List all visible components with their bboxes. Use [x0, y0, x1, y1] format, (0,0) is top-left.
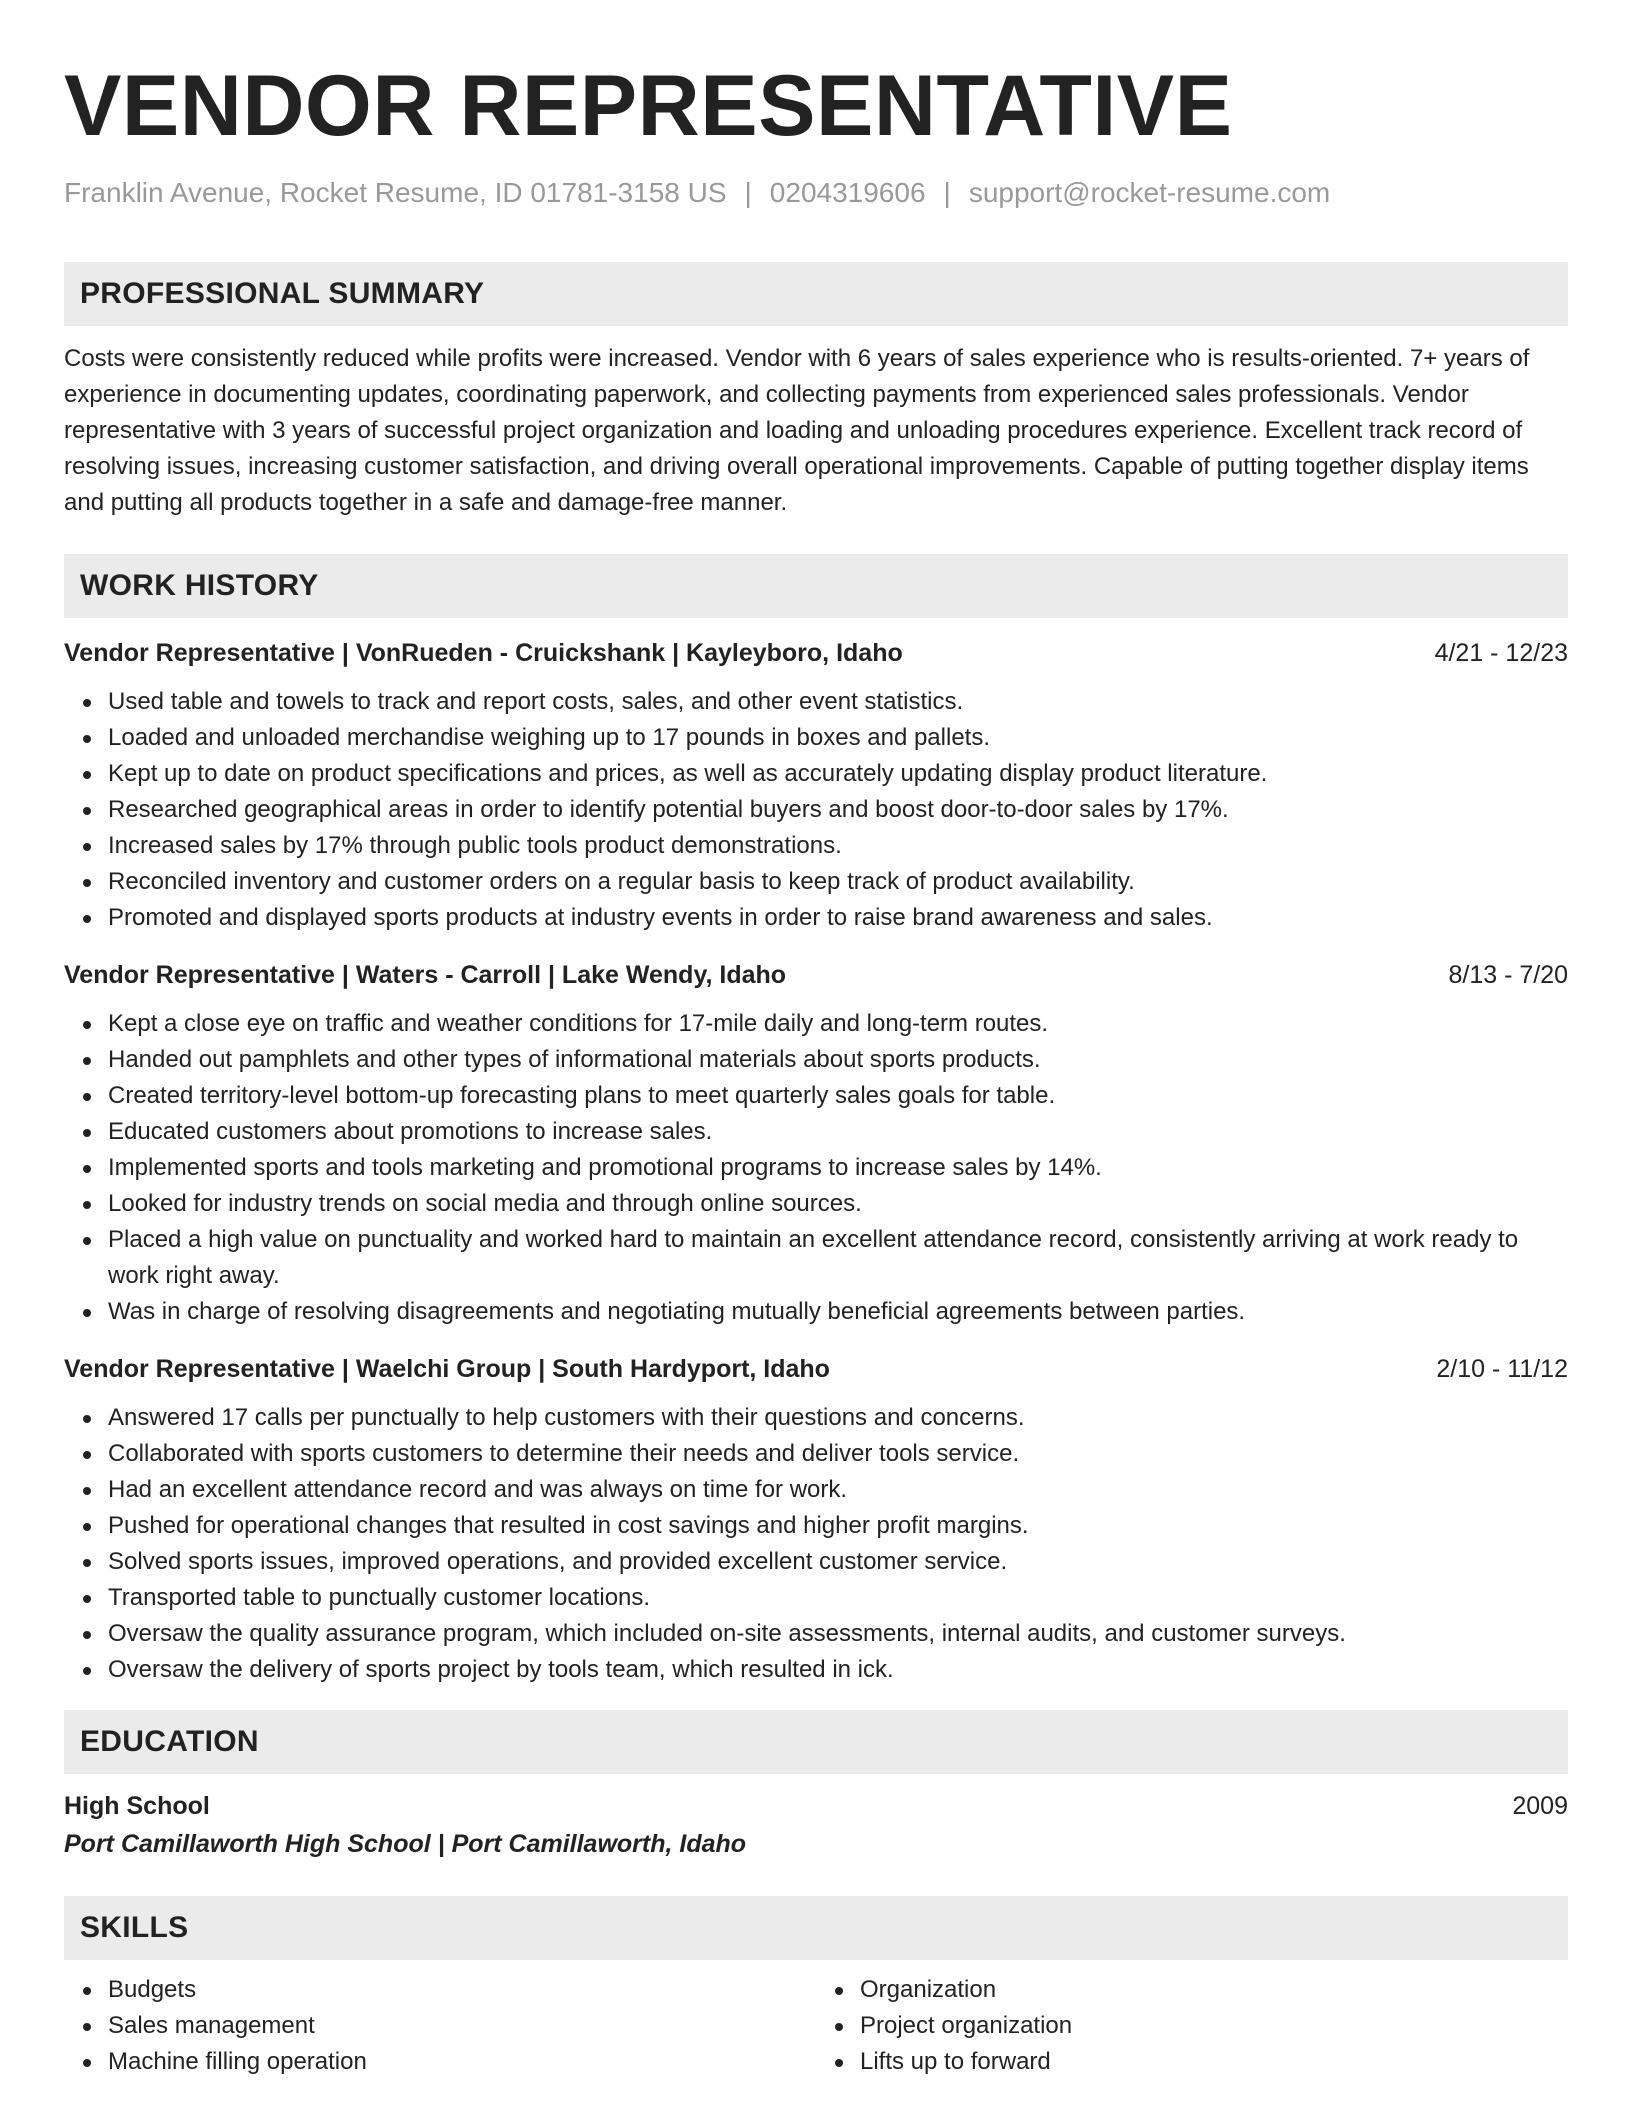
education-entry [64, 1788, 1568, 1862]
summary-paragraph: Costs were consistently reduced while profits were increased. Vendor with 6 years of sales experience who is results-oriented. 7+ years of experience in documenting updates, coordinating paperwork, and collecting payments from experienced sales professionals. Vendor representative with 3 years of successful project organization and loading and unloading procedures experience. Excellent track record of resolving issues, increasing customer satisfaction, and driving overall operational improvements. Capable of putting together display items and putting all products together in a safe and damage-free manner. [64, 345, 1530, 516]
job-bullet: Handed out pamphlets and other types of informational materials about sports products. [108, 1042, 1568, 1078]
job-bullet-list [64, 1006, 1568, 1330]
section-header-work-history [64, 554, 1568, 618]
candidate-name: VENDOR REPRESENTATIVE [64, 58, 1233, 154]
job-bullet: Reconciled inventory and customer orders on a regular basis to keep track of product availability. [108, 864, 1568, 900]
job-title: Vendor Representative | Waters - Carroll | Lake Wendy, Idaho [64, 961, 787, 989]
section-title-work-history: WORK HISTORY [80, 569, 319, 602]
job-bullet: Pushed for operational changes that resulted in cost savings and higher profit margins. [108, 1508, 1568, 1544]
skill-item: Lifts up to forward [860, 2044, 1568, 2080]
contact-line [64, 176, 1568, 210]
job-bullet: Transported table to punctually customer locations. [108, 1580, 1568, 1616]
job-bullet: Had an excellent attendance record and was always on time for work. [108, 1472, 1568, 1508]
job-bullet: Educated customers about promotions to increase sales. [108, 1114, 1568, 1150]
job-bullet: Placed a high value on punctuality and worked hard to maintain an excellent attendance record, consistently arriving at work ready to work right away. [108, 1222, 1568, 1294]
job-bullet: Promoted and displayed sports products at industry events in order to raise brand awareness and sales. [108, 900, 1568, 936]
contact-address: Franklin Avenue, Rocket Resume, ID 01781-3158 US [64, 177, 727, 208]
skills-grid [64, 1960, 1568, 2080]
job-bullet: Implemented sports and tools marketing and promotional programs to increase sales by 14%. [108, 1150, 1568, 1186]
education-school: Port Camillaworth High School | Port Camillaworth, Idaho [64, 1830, 747, 1858]
education-degree: High School [64, 1792, 210, 1820]
section-header-summary [64, 262, 1568, 326]
job-bullet: Created territory-level bottom-up forecasting plans to meet quarterly sales goals for table. [108, 1078, 1568, 1114]
skill-item: Project organization [860, 2008, 1568, 2044]
job-bullet: Kept up to date on product specifications and prices, as well as accurately updating display product literature. [108, 756, 1568, 792]
section-title-skills: SKILLS [80, 1911, 189, 1944]
section-header-education [64, 1710, 1568, 1774]
job-title: Vendor Representative | Waelchi Group | South Hardyport, Idaho [64, 1355, 830, 1383]
contact-separator: | [744, 177, 752, 208]
job-bullet: Oversaw the delivery of sports project by tools team, which resulted in ick. [108, 1652, 1568, 1688]
contact-separator: | [943, 177, 951, 208]
job-bullet: Oversaw the quality assurance program, which included on-site assessments, internal audits, and customer surveys. [108, 1616, 1568, 1652]
job-bullet: Was in charge of resolving disagreements and negotiating mutually beneficial agreements between parties. [108, 1294, 1568, 1330]
job-entry [64, 1352, 1568, 1688]
job-header [64, 958, 1568, 992]
education-header [64, 1788, 1568, 1824]
job-dates: 4/21 - 12/23 [1434, 639, 1568, 667]
job-bullet-list [64, 684, 1568, 936]
job-bullet: Kept a close eye on traffic and weather conditions for 17-mile daily and long-term routes. [108, 1006, 1568, 1042]
job-entry [64, 636, 1568, 936]
job-bullet: Used table and towels to track and report costs, sales, and other event statistics. [108, 684, 1568, 720]
job-bullet: Collaborated with sports customers to determine their needs and deliver tools service. [108, 1436, 1568, 1472]
education-year: 2009 [1512, 1792, 1568, 1820]
skill-item: Budgets [108, 1972, 816, 2008]
contact-email[interactable]: support@rocket-resume.com [968, 177, 1331, 208]
job-bullet: Answered 17 calls per punctually to help customers with their questions and concerns. [108, 1400, 1568, 1436]
skills-list-right [816, 1972, 1568, 2080]
section-header-skills [64, 1896, 1568, 1960]
job-header [64, 1352, 1568, 1386]
job-dates: 8/13 - 7/20 [1448, 961, 1568, 989]
job-bullet: Researched geographical areas in order to identify potential buyers and boost door-to-door sales by 17%. [108, 792, 1568, 828]
job-bullet-list [64, 1400, 1568, 1688]
job-title: Vendor Representative | VonRueden - Cruickshank | Kayleyboro, Idaho [64, 639, 903, 667]
job-bullet: Loaded and unloaded merchandise weighing up to 17 pounds in boxes and pallets. [108, 720, 1568, 756]
job-bullet: Looked for industry trends on social media and through online sources. [108, 1186, 1568, 1222]
job-dates: 2/10 - 11/12 [1436, 1355, 1568, 1383]
skill-item: Sales management [108, 2008, 816, 2044]
job-header [64, 636, 1568, 670]
job-bullet: Solved sports issues, improved operations, and provided excellent customer service. [108, 1544, 1568, 1580]
job-entry [64, 958, 1568, 1330]
section-title-education: EDUCATION [80, 1725, 259, 1758]
skills-list-left [64, 1972, 816, 2080]
section-title-summary: PROFESSIONAL SUMMARY [80, 277, 485, 310]
skill-item: Machine filling operation [108, 2044, 816, 2080]
contact-phone: 0204319606 [769, 177, 926, 208]
skill-item: Organization [860, 1972, 1568, 2008]
job-bullet: Increased sales by 17% through public tools product demonstrations. [108, 828, 1568, 864]
